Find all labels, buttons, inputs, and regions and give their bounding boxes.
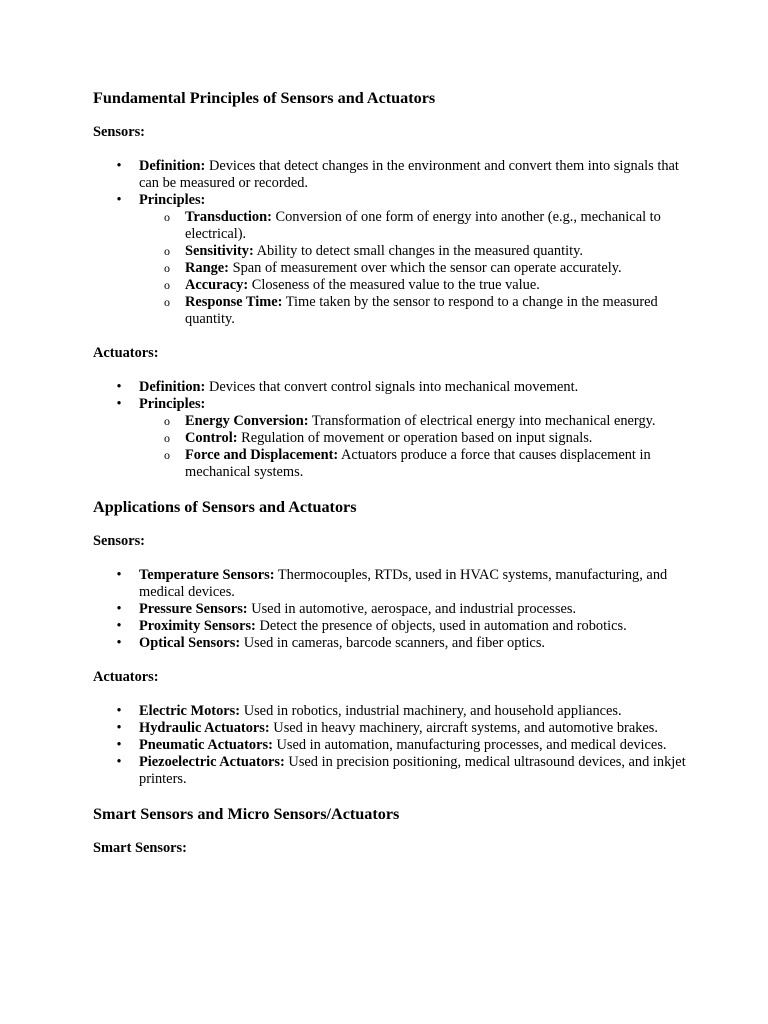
subheading-actuators: Actuators: xyxy=(93,669,159,685)
bullet-icon: • xyxy=(116,192,122,208)
description: Time taken by the sensor to respond to a change in the measured quantity. xyxy=(185,294,658,327)
circle-bullet-icon: o xyxy=(164,414,170,428)
bullet-icon: • xyxy=(116,601,122,617)
circle-bullet-icon: o xyxy=(164,431,170,445)
sensor-principles-sublist xyxy=(139,209,693,328)
term: Hydraulic Actuators: xyxy=(139,720,270,736)
actuator-principles-sublist xyxy=(139,413,693,481)
description: Used in robotics, industrial machinery, and household appliances. xyxy=(240,703,622,719)
list-item xyxy=(93,158,693,192)
description: Used in automation, manufacturing processes, and medical devices. xyxy=(272,737,667,753)
term: Definition: xyxy=(139,379,206,395)
description: Thermocouples, RTDs, used in HVAC systems, manufacturing, and medical devices. xyxy=(139,567,668,600)
list-item xyxy=(139,260,693,277)
term: Optical Sensors: xyxy=(139,635,241,651)
description: Regulation of movement or operation based on input signals. xyxy=(237,430,593,446)
term: Range: xyxy=(185,260,229,276)
subheading-sensors: Sensors: xyxy=(93,124,145,140)
bullet-icon: • xyxy=(116,158,122,174)
list-item xyxy=(139,209,693,243)
bullet-icon: • xyxy=(116,703,122,719)
circle-bullet-icon: o xyxy=(164,261,170,275)
term: Accuracy: xyxy=(185,277,249,293)
description: Closeness of the measured value to the true value. xyxy=(248,277,540,293)
circle-bullet-icon: o xyxy=(164,210,170,224)
term: Principles: xyxy=(139,396,206,412)
list-item xyxy=(93,754,693,788)
list-item xyxy=(93,601,693,618)
bullet-icon: • xyxy=(116,379,122,395)
description: Used in automotive, aerospace, and industrial processes. xyxy=(247,601,577,617)
bullet-icon: • xyxy=(116,635,122,651)
term: Principles: xyxy=(139,192,206,208)
term: Electric Motors: xyxy=(139,703,241,719)
term: Force and Displacement: xyxy=(185,447,339,463)
document-page xyxy=(93,89,693,857)
term: Pneumatic Actuators: xyxy=(139,737,273,753)
bullet-icon: • xyxy=(116,567,122,583)
description: Span of measurement over which the sensor can operate accurately. xyxy=(228,260,622,276)
bullet-icon: • xyxy=(116,720,122,736)
list-item xyxy=(139,430,693,447)
term: Pressure Sensors: xyxy=(139,601,248,617)
section-heading-applications: Applications of Sensors and Actuators xyxy=(93,498,357,516)
bullet-icon: • xyxy=(116,737,122,753)
list-item xyxy=(93,635,693,652)
term: Sensitivity: xyxy=(185,243,254,259)
subheading-smart-sensors: Smart Sensors: xyxy=(93,840,187,856)
list-item xyxy=(93,720,693,737)
section-heading-fundamentals: Fundamental Principles of Sensors and Actuators xyxy=(93,89,436,107)
sensors-principles-list xyxy=(93,158,693,328)
list-item xyxy=(93,396,693,481)
list-item xyxy=(139,277,693,294)
actuators-principles-list xyxy=(93,379,693,481)
bullet-icon: • xyxy=(116,754,122,770)
list-item xyxy=(93,192,693,328)
circle-bullet-icon: o xyxy=(164,244,170,258)
term: Piezoelectric Actuators: xyxy=(139,754,285,770)
description: Transformation of electrical energy into mechanical energy. xyxy=(308,413,656,429)
description: Detect the presence of objects, used in automation and robotics. xyxy=(255,618,627,634)
subheading-sensors: Sensors: xyxy=(93,533,145,549)
list-item xyxy=(139,447,693,481)
term: Definition: xyxy=(139,158,206,174)
description: Ability to detect small changes in the measured quantity. xyxy=(253,243,583,259)
subheading-actuators: Actuators: xyxy=(93,345,159,361)
list-item xyxy=(93,737,693,754)
description: Actuators produce a force that causes displacement in mechanical systems. xyxy=(185,447,651,480)
actuator-applications-list xyxy=(93,703,693,788)
sensor-applications-list xyxy=(93,567,693,652)
term: Proximity Sensors: xyxy=(139,618,256,634)
list-item xyxy=(93,567,693,601)
list-item xyxy=(139,243,693,260)
circle-bullet-icon: o xyxy=(164,278,170,292)
term: Control: xyxy=(185,430,238,446)
description: Used in precision positioning, medical ultrasound devices, and inkjet printers. xyxy=(139,754,686,787)
circle-bullet-icon: o xyxy=(164,295,170,309)
list-item xyxy=(139,413,693,430)
bullet-icon: • xyxy=(116,396,122,412)
list-item xyxy=(139,294,693,328)
description: Devices that convert control signals into mechanical movement. xyxy=(205,379,579,395)
description: Devices that detect changes in the environment and convert them into signals that can be measured or recorded. xyxy=(139,158,679,191)
section-heading-smart-sensors: Smart Sensors and Micro Sensors/Actuators xyxy=(93,805,400,823)
description: Used in heavy machinery, aircraft systems, and automotive brakes. xyxy=(269,720,658,736)
list-item xyxy=(93,703,693,720)
term: Transduction: xyxy=(185,209,272,225)
bullet-icon: • xyxy=(116,618,122,634)
circle-bullet-icon: o xyxy=(164,448,170,462)
description: Used in cameras, barcode scanners, and fiber optics. xyxy=(240,635,546,651)
list-item xyxy=(93,379,693,396)
term: Energy Conversion: xyxy=(185,413,309,429)
term: Response Time: xyxy=(185,294,283,310)
term: Temperature Sensors: xyxy=(139,567,275,583)
description: Conversion of one form of energy into another (e.g., mechanical to electrical). xyxy=(185,209,661,242)
list-item xyxy=(93,618,693,635)
